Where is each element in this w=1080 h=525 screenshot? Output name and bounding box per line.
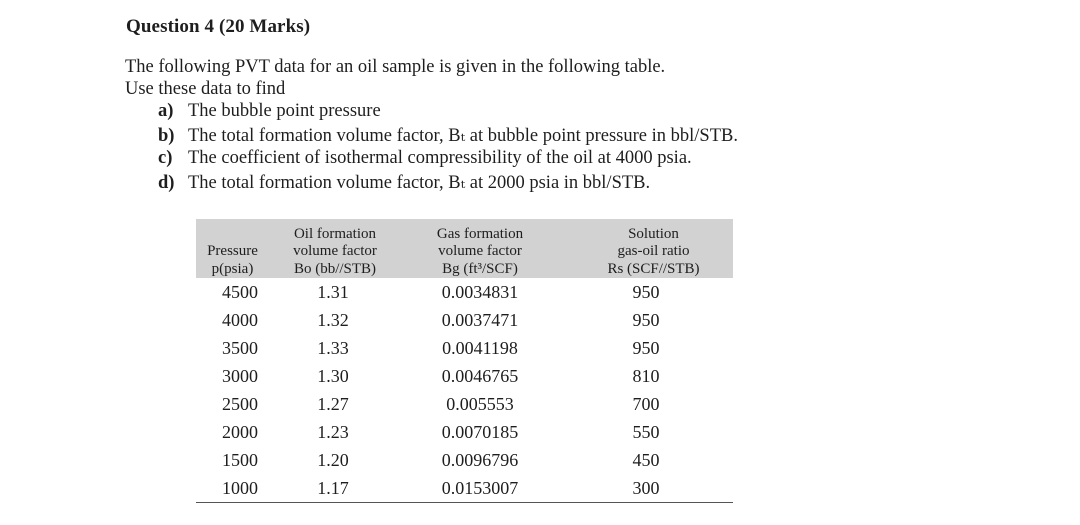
cell-oil-fvf: 1.23 — [317, 422, 349, 442]
cell-oil-fvf: 1.31 — [317, 282, 349, 302]
header-line: volume factor — [293, 243, 377, 259]
cell-gas-fvf: 0.0153007 — [441, 478, 519, 498]
header-pressure — [196, 219, 269, 279]
cell-solution-gor: 950 — [632, 310, 660, 330]
cell-pressure: 1500 — [222, 450, 258, 470]
header-line: p(psia) — [211, 260, 254, 277]
task-text: The bubble point pressure — [188, 101, 381, 121]
task-c — [158, 148, 692, 169]
header-line: Bg (ft³/SCF) — [442, 260, 518, 277]
table-row — [196, 338, 733, 366]
cell-pressure: 3000 — [222, 366, 258, 386]
task-label: a) — [158, 101, 174, 121]
cell-oil-fvf: 1.17 — [317, 478, 349, 498]
header-line: Rs (SCF//STB) — [607, 260, 700, 277]
cell-gas-fvf: 0.0070185 — [441, 422, 519, 442]
table-row — [196, 366, 733, 394]
table-bottom-rule — [196, 502, 733, 503]
task-a — [158, 101, 381, 122]
question-title: Question 4 (20 Marks) — [126, 16, 311, 37]
cell-gas-fvf: 0.0041198 — [442, 338, 518, 358]
cell-oil-fvf: 1.33 — [317, 338, 349, 358]
header-line: gas-oil ratio — [617, 243, 690, 259]
header-line: Solution — [628, 225, 679, 242]
cell-pressure: 4500 — [222, 282, 258, 302]
cell-gas-fvf: 0.0096796 — [441, 450, 519, 470]
cell-oil-fvf: 1.27 — [317, 394, 349, 414]
cell-pressure: 1000 — [222, 478, 258, 498]
cell-solution-gor: 950 — [632, 282, 660, 302]
header-solution-gor — [576, 219, 731, 279]
cell-solution-gor: 300 — [632, 478, 660, 498]
header-line: Pressure — [207, 243, 258, 259]
table-row — [196, 450, 733, 478]
cell-solution-gor: 950 — [632, 338, 660, 358]
table-row — [196, 422, 733, 450]
cell-oil-fvf: 1.32 — [317, 310, 349, 330]
cell-gas-fvf: 0.0046765 — [441, 366, 519, 386]
header-line: Bo (bb//STB) — [293, 260, 377, 277]
header-line: Oil formation — [293, 225, 377, 242]
table-row — [196, 310, 733, 338]
intro-line-1: The following PVT data for an oil sample is given in the following table. — [125, 57, 666, 77]
task-text: The coefficient of isothermal compressibility of the oil at 4000 psia. — [188, 148, 692, 168]
table-row — [196, 282, 733, 310]
cell-oil-fvf: 1.30 — [317, 366, 349, 386]
cell-pressure: 4000 — [222, 310, 258, 330]
header-gas-fvf — [416, 219, 544, 279]
cell-gas-fvf: 0.0037471 — [441, 310, 519, 330]
pvt-table-header — [196, 219, 733, 278]
cell-gas-fvf: 0.0034831 — [441, 282, 519, 302]
intro-line-2: Use these data to find — [125, 79, 286, 99]
header-line: Gas formation — [436, 225, 524, 242]
cell-pressure: 3500 — [222, 338, 258, 358]
header-oil-fvf — [269, 219, 401, 279]
header-line: volume factor — [438, 243, 522, 259]
task-label: d) — [158, 173, 175, 193]
cell-solution-gor: 700 — [632, 394, 660, 414]
cell-solution-gor: 450 — [632, 450, 660, 470]
cell-oil-fvf: 1.20 — [317, 450, 349, 470]
task-label: b) — [158, 126, 175, 146]
task-text: The total formation volume factor, Bₜ at 2000 psia in bbl/STB. — [188, 173, 651, 193]
task-b — [158, 125, 738, 147]
cell-solution-gor: 810 — [632, 366, 660, 386]
cell-pressure: 2500 — [222, 394, 258, 414]
cell-gas-fvf: 0.005553 — [446, 394, 514, 414]
cell-solution-gor: 550 — [632, 422, 660, 442]
task-label: c) — [158, 148, 173, 168]
cell-pressure: 2000 — [222, 422, 258, 442]
task-text: The total formation volume factor, Bₜ at bubble point pressure in bbl/STB. — [188, 126, 738, 146]
table-row — [196, 394, 733, 422]
task-d — [158, 172, 650, 194]
